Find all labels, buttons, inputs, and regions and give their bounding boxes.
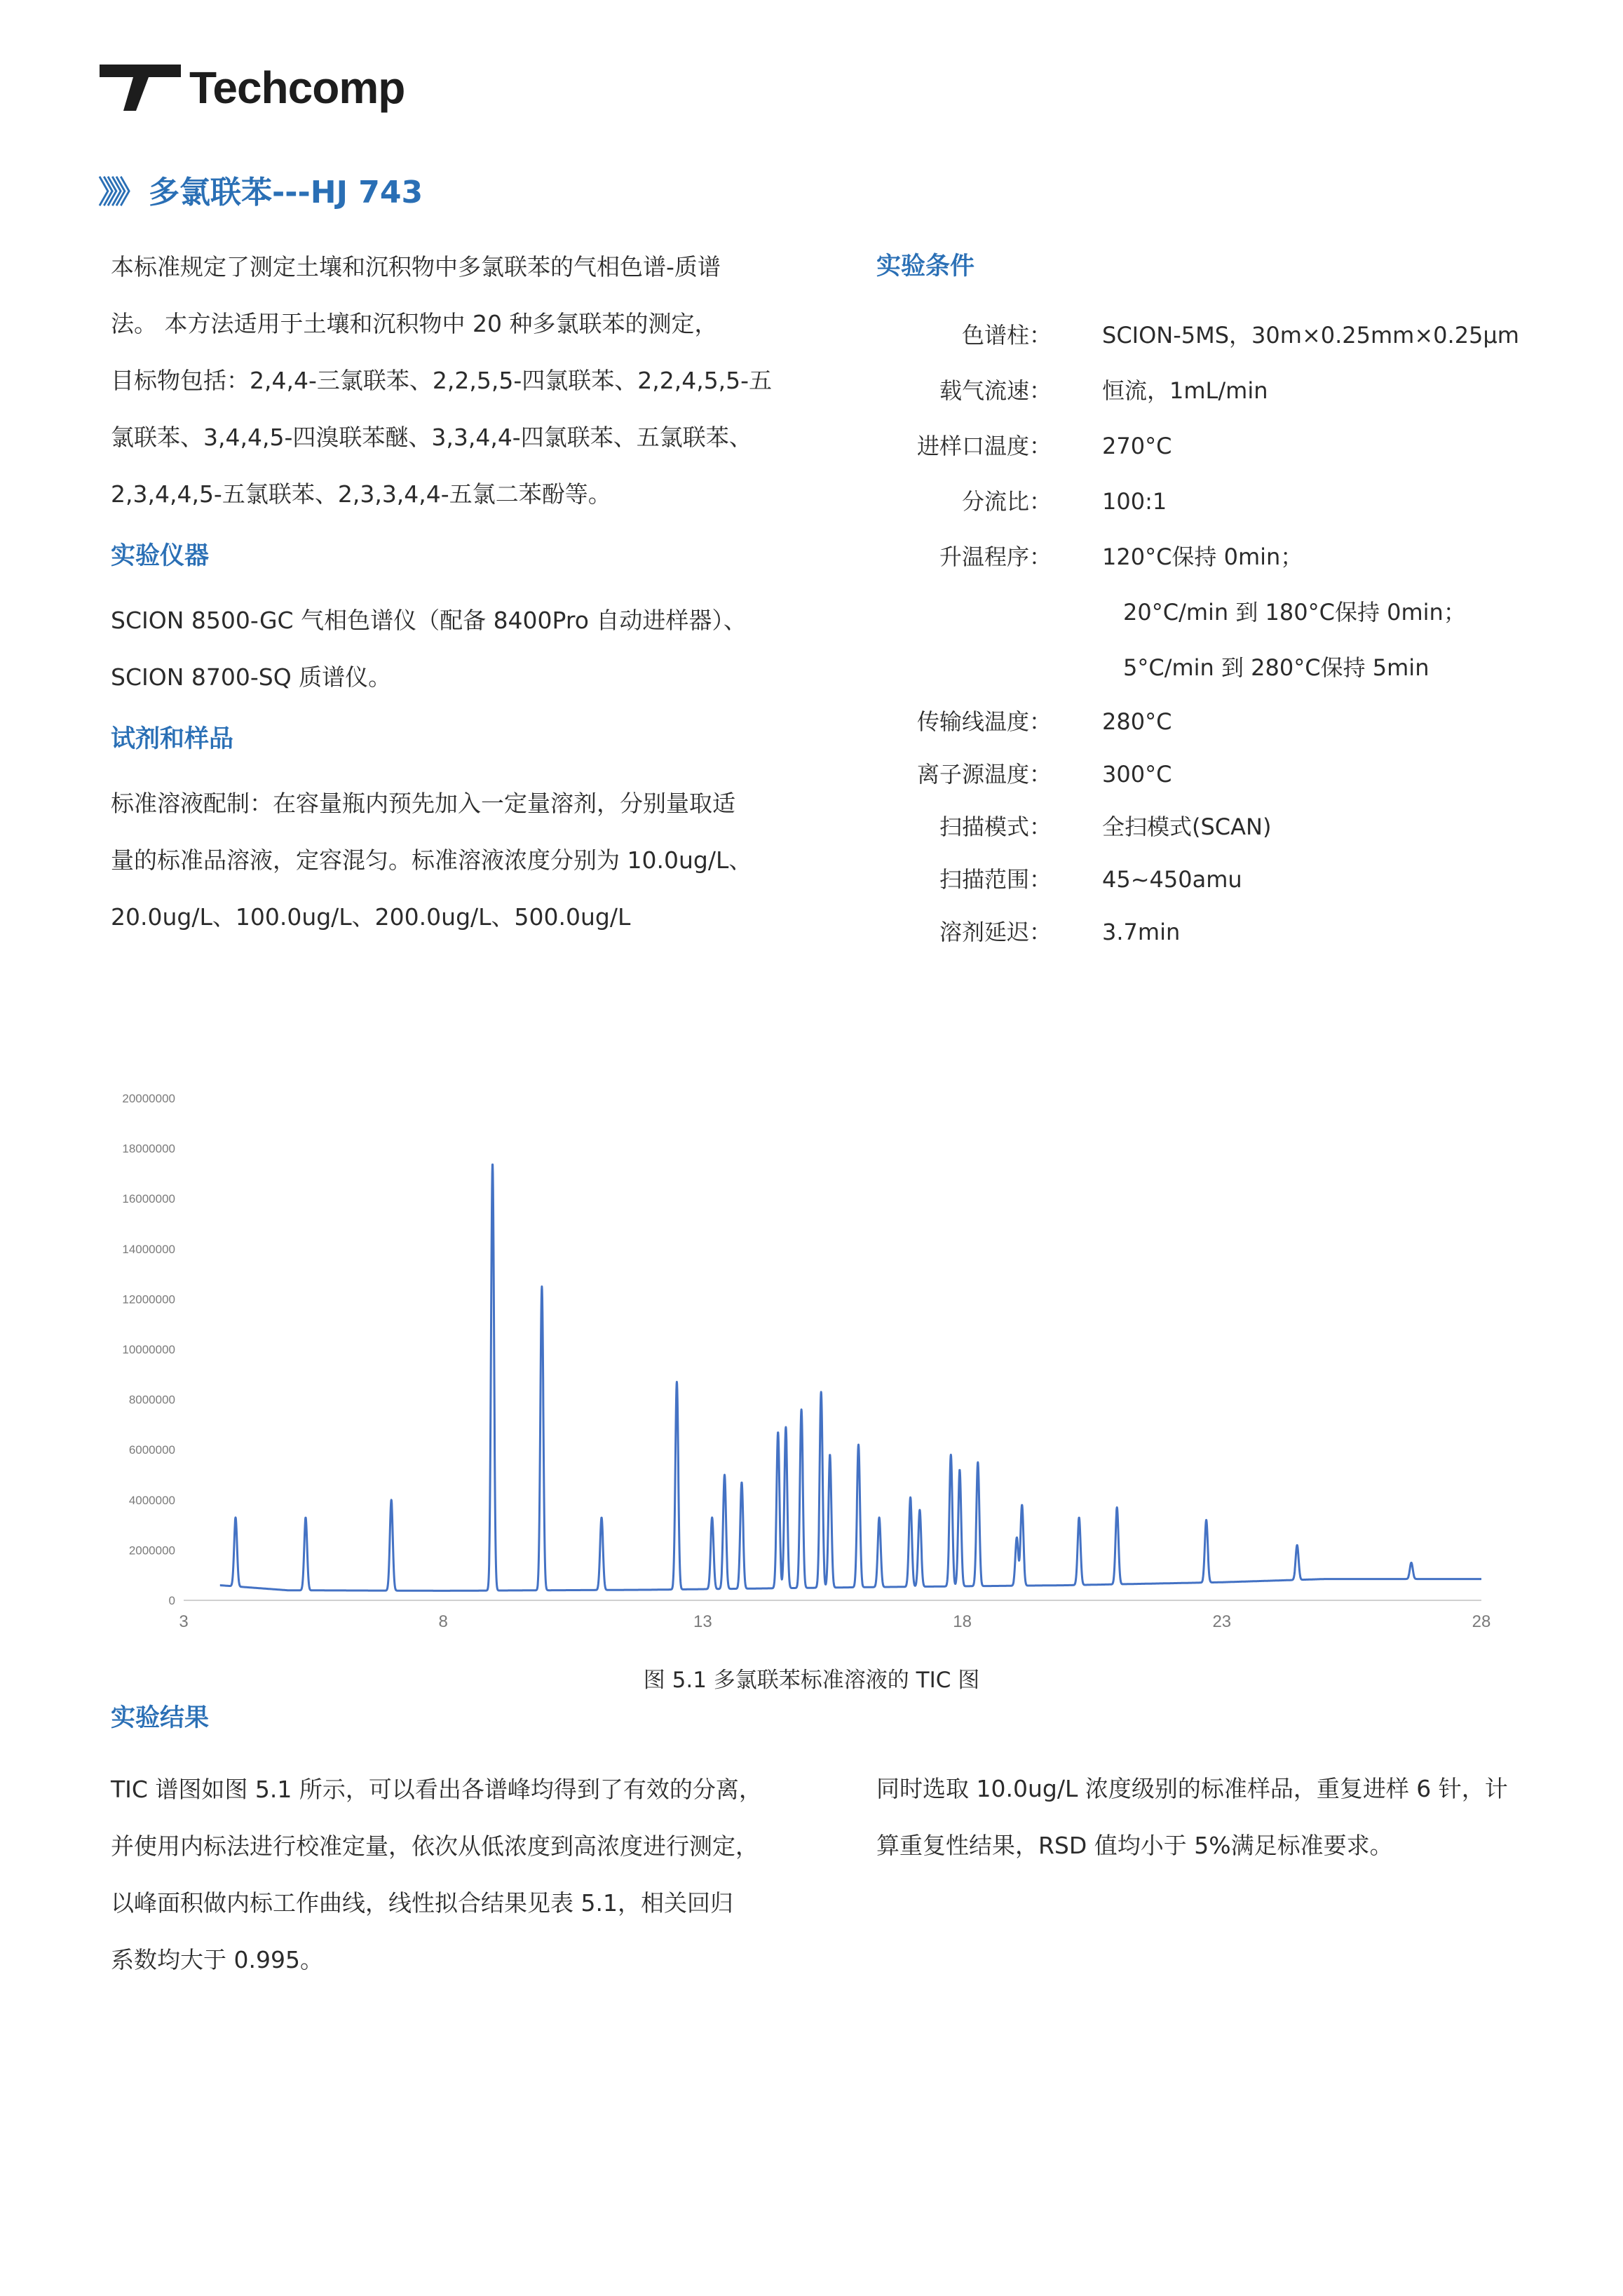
instrument-section — [111, 592, 784, 705]
condition-label: 载气流速： — [939, 377, 1052, 404]
y-tick-label: 0 — [168, 1594, 175, 1607]
page-title-text: 多氯联苯---HJ 743 — [149, 175, 423, 210]
figure-caption: 图 5.1 多氯联苯标准溶液的 TIC 图 — [643, 1668, 980, 1693]
y-tick-label: 10000000 — [122, 1343, 175, 1356]
condition-value: 300°C — [1102, 761, 1172, 788]
instrument-heading: 实验仪器 — [111, 542, 210, 570]
condition-label: 离子源温度： — [916, 761, 1052, 788]
condition-value: 270°C — [1102, 433, 1172, 459]
y-tick-label: 18000000 — [122, 1142, 175, 1156]
y-tick-label: 2000000 — [128, 1544, 175, 1558]
results-heading: 实验结果 — [111, 1704, 210, 1732]
condition-value: 120°C保持 0min； — [1102, 543, 1303, 570]
instrument-line: SCION 8500-GC 气相色谱仪（配备 8400Pro 自动进样器）、 — [111, 607, 747, 634]
reagents-section — [111, 775, 784, 945]
y-tick-label: 8000000 — [128, 1393, 175, 1407]
tic-chromatogram — [105, 1073, 1507, 1634]
x-tick-label: 13 — [693, 1612, 712, 1631]
condition-row — [876, 801, 1577, 853]
conditions-column — [876, 238, 1577, 959]
logo-wordmark: Techcomp — [189, 62, 405, 113]
condition-label: 传输线温度： — [916, 708, 1052, 735]
results-line: 以峰面积做内标工作曲线，线性拟合结果见表 5.1，相关回归 — [111, 1889, 733, 1917]
reagents-line: 量的标准品溶液，定容混匀。标准溶液浓度分别为 10.0ug/L、 — [111, 846, 752, 874]
results-line: 系数均大于 0.995。 — [111, 1946, 323, 1973]
intro-line: 目标物包括：2,4,4-三氯联苯、2,2,5,5-四氯联苯、2,2,4,5,5-五 — [111, 367, 773, 394]
condition-value: 100:1 — [1102, 488, 1167, 515]
chevron-right-icon: 》》》 — [98, 175, 139, 210]
results-line: 算重复性结果，RSD 值均小于 5%满足标准要求。 — [876, 1832, 1393, 1859]
tic-chart-svg — [105, 1073, 1507, 1634]
results-left-text — [111, 1761, 798, 1988]
condition-value: SCION-5MS，30m×0.25mm×0.25μm — [1102, 322, 1519, 349]
condition-row — [876, 363, 1577, 419]
y-tick-label: 4000000 — [128, 1493, 175, 1507]
x-tick-label: 23 — [1212, 1612, 1232, 1631]
condition-label: 分流比： — [961, 488, 1052, 515]
x-tick-label: 3 — [179, 1612, 189, 1631]
condition-row — [876, 748, 1577, 801]
tic-series-line — [220, 1165, 1481, 1591]
y-tick-label: 6000000 — [128, 1443, 175, 1457]
x-axis-ticks — [179, 1612, 1490, 1631]
condition-label: 进样口温度： — [916, 433, 1052, 459]
results-right — [876, 1760, 1577, 1874]
results-left — [111, 1690, 798, 1988]
y-tick-label: 16000000 — [122, 1192, 175, 1206]
condition-row — [876, 419, 1577, 474]
y-axis-ticks — [122, 1092, 175, 1607]
intro-line: 本标准规定了测定土壤和沉积物中多氯联苯的气相色谱-质谱 — [111, 253, 721, 281]
x-tick-label: 18 — [953, 1612, 972, 1631]
condition-row — [876, 308, 1577, 363]
results-line: TIC 谱图如图 5.1 所示，可以看出各谱峰均得到了有效的分离， — [111, 1776, 762, 1803]
condition-label: 溶剂延迟： — [939, 919, 1052, 945]
condition-label: 扫描模式： — [939, 813, 1052, 840]
condition-row — [876, 474, 1577, 529]
y-tick-label: 14000000 — [122, 1242, 175, 1256]
techcomp-logo-mark-icon — [100, 62, 184, 114]
y-tick-label: 12000000 — [122, 1292, 175, 1306]
condition-value: 280°C — [1102, 708, 1172, 735]
results-line: 同时选取 10.0ug/L 浓度级别的标准样品，重复进样 6 针，计 — [876, 1775, 1508, 1802]
intro-line: 法。 本方法适用于土壤和沉积物中 20 种多氯联苯的测定， — [111, 310, 718, 337]
condition-value: 全扫模式(SCAN) — [1102, 813, 1272, 840]
condition-row — [876, 906, 1577, 959]
y-tick-label: 20000000 — [122, 1092, 175, 1105]
condition-row — [876, 696, 1577, 748]
condition-label: 扫描范围： — [939, 866, 1052, 893]
condition-value: 45~450amu — [1102, 866, 1242, 893]
left-column — [111, 238, 784, 945]
conditions-list — [876, 308, 1577, 959]
page-title — [98, 167, 423, 212]
intro-line: 氯联苯、3,4,4,5-四溴联苯醚、3,3,4,4-四氯联苯、五氯联苯、 — [111, 424, 752, 451]
x-tick-label: 28 — [1472, 1612, 1491, 1631]
intro-section — [111, 238, 784, 522]
intro-line: 2,3,4,4,5-五氯联苯、2,3,3,4,4-五氯二苯酚等。 — [111, 480, 611, 508]
x-tick-label: 8 — [438, 1612, 448, 1631]
condition-label: 升温程序： — [939, 543, 1052, 570]
condition-row — [876, 853, 1577, 906]
condition-value: 3.7min — [1102, 919, 1181, 945]
temperature-program-step: 20°C/min 到 180°C保持 0min； — [1123, 599, 1466, 626]
reagents-line: 20.0ug/L、100.0ug/L、200.0ug/L、500.0ug/L — [111, 903, 631, 931]
reagents-line: 标准溶液配制：在容量瓶内预先加入一定量溶剂，分别量取适 — [111, 790, 735, 817]
reagents-heading: 试剂和样品 — [111, 725, 234, 753]
techcomp-logo — [100, 62, 405, 114]
temperature-program-step: 5°C/min 到 280°C保持 5min — [1123, 654, 1430, 681]
condition-row — [876, 529, 1577, 585]
results-line: 并使用内标法进行校准定量，依次从低浓度到高浓度进行测定， — [111, 1832, 759, 1860]
condition-label: 色谱柱： — [961, 322, 1052, 349]
condition-value: 恒流，1mL/min — [1102, 377, 1268, 404]
instrument-line: SCION 8700-SQ 质谱仪。 — [111, 663, 392, 691]
conditions-heading: 实验条件 — [876, 252, 975, 281]
